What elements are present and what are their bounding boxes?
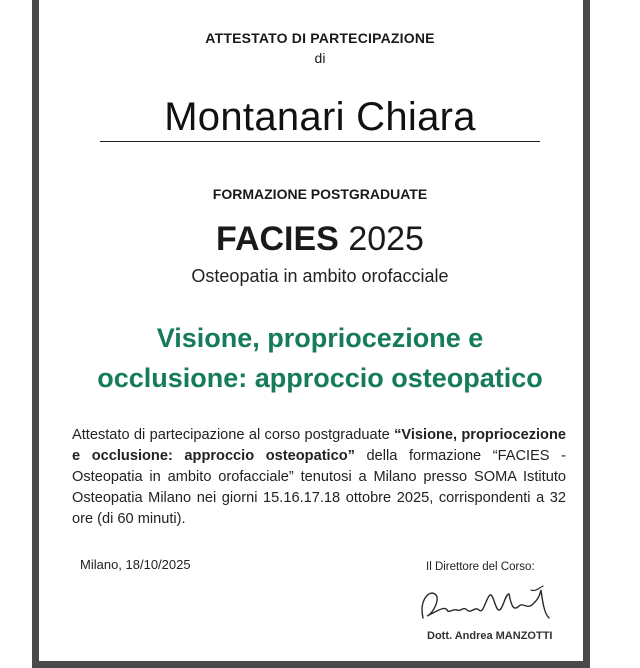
director-signature bbox=[415, 580, 555, 633]
director-label: Il Direttore del Corso: bbox=[426, 561, 535, 573]
body-text-part2: della formazione “FACIES - Osteopatia in ambito orofacciale” tenutosi a Milano presso SOMA Istituto Osteopatia Milano nei giorni 15.16.17.18 ottobre 2025, corrispondenti a 32 ore (di 60 minuti). bbox=[72, 448, 566, 527]
course-year: 2025 bbox=[348, 220, 424, 258]
course-subtitle: Osteopatia in ambito orofacciale bbox=[191, 266, 449, 286]
place-date: Milano, 18/10/2025 bbox=[80, 557, 191, 572]
course-title bbox=[0, 220, 640, 259]
module-title bbox=[60, 318, 580, 398]
module-title-line2: occlusione: approccio osteopatico bbox=[97, 363, 543, 393]
director-name: Dott. Andrea MANZOTTI bbox=[427, 630, 553, 642]
name-underline bbox=[100, 141, 540, 142]
certificate-heading: ATTESTATO DI PARTECIPAZIONE bbox=[205, 30, 435, 46]
program-type: FORMAZIONE POSTGRADUATE bbox=[212, 186, 428, 202]
certificate-body bbox=[72, 425, 566, 530]
course-name: FACIES bbox=[216, 220, 339, 258]
certificate-di: di bbox=[314, 50, 326, 66]
recipient-name: Montanari Chiara bbox=[164, 95, 476, 139]
body-text-part1: Attestato di partecipazione al corso postgraduate bbox=[72, 427, 395, 443]
module-title-line1: Visione, propriocezione e bbox=[156, 323, 484, 353]
body-text-bold: “Visione, propriocezione e occlusione: approccio osteopatico” bbox=[72, 427, 566, 464]
